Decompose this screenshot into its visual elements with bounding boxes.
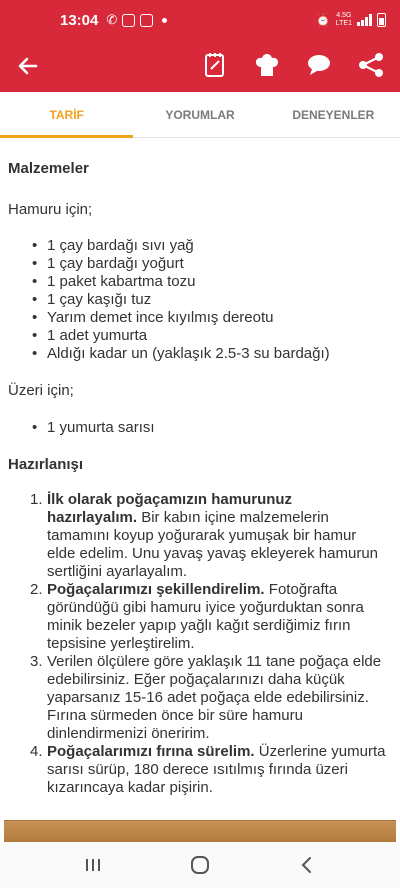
- step-number: 4.: [30, 743, 43, 760]
- topping-ingredients-list: [8, 419, 155, 437]
- list-item: • 1 yumurta sarısı: [8, 419, 155, 437]
- tab-recipe[interactable]: TARİF: [0, 92, 133, 137]
- list-item: • Yarım demet ince kıyılmış dereotu: [8, 309, 330, 327]
- step-title: Poğaçalarımızı şekillendirelim.: [47, 581, 265, 598]
- gallery-icon: [122, 14, 135, 27]
- tab-comments[interactable]: YORUMLAR: [165, 108, 235, 122]
- step-item: [8, 491, 386, 581]
- step-text: Fotoğrafta göründüğü gibi hamuru iyice yoğurduktan sonra minik bezeler yapıp yağlı kağıt serdiğimiz fırın tepsisine yerleştirelim.: [47, 581, 364, 652]
- list-item: • 1 çay kaşığı tuz: [8, 291, 330, 309]
- app-bar-actions: [200, 50, 386, 80]
- step-number: 1.: [30, 491, 43, 508]
- step-item: [8, 581, 386, 653]
- share-icon[interactable]: [356, 50, 386, 80]
- step-number: 3.: [30, 653, 43, 670]
- preparation-steps: [8, 491, 386, 797]
- whatsapp-icon: ✆: [106, 12, 118, 27]
- ingredients-heading: Malzemeler: [8, 160, 89, 177]
- tab-tried[interactable]: DENEYENLER: [292, 108, 375, 122]
- chat-bubble-icon[interactable]: [304, 50, 334, 80]
- recipe-photo[interactable]: [4, 820, 396, 842]
- app-notification-icon: [140, 14, 153, 27]
- list-item: • 1 çay bardağı sıvı yağ: [8, 237, 330, 255]
- dough-label: Hamuru için;: [8, 201, 93, 218]
- preparation-heading: Hazırlanışı: [8, 456, 84, 473]
- step-title: İlk olarak poğaçamızın hamurunuz hazırlayalım.: [47, 491, 293, 526]
- nav-back-icon[interactable]: [287, 850, 327, 880]
- more-notifications-icon: [162, 18, 167, 23]
- battery-icon: [377, 13, 386, 27]
- alarm-icon: ⏰: [315, 13, 331, 27]
- list-item: • Aldığı kadar un (yaklaşık 2.5-3 su bardağı): [8, 345, 330, 363]
- tab-bar: [0, 92, 400, 138]
- step-item: [8, 743, 386, 797]
- note-icon[interactable]: [200, 50, 230, 80]
- system-nav-bar: [0, 842, 400, 888]
- recipe-content[interactable]: [0, 138, 400, 818]
- chef-hat-icon[interactable]: [252, 50, 282, 80]
- network-sub: LTE1: [335, 20, 352, 27]
- network-indicator: [336, 12, 352, 28]
- dough-ingredients-list: [8, 237, 330, 363]
- list-item: • 1 paket kabartma tozu: [8, 273, 330, 291]
- status-time: 13:04: [60, 11, 99, 29]
- back-arrow-icon[interactable]: [14, 52, 42, 80]
- status-bar: [0, 0, 400, 40]
- step-text: Üzerlerine yumurta sarısı sürüp, 180 derece ısıtılmış fırında üzeri kızarıncaya kadar pişirin.: [47, 743, 386, 796]
- list-item: • 1 çay bardağı yoğurt: [8, 255, 330, 273]
- signal-icon: [357, 14, 372, 26]
- recent-apps-icon[interactable]: [73, 850, 113, 880]
- system-icons: [316, 12, 386, 28]
- app-bar: [0, 40, 400, 92]
- step-item: [8, 653, 386, 743]
- step-title: Poğaçalarımızı fırına sürelim.: [47, 743, 255, 760]
- step-text: Verilen ölçülere göre yaklaşık 11 tane poğaça elde edebilirsiniz. Eğer poğaçalarınızı daha küçük yaparsanız 15-16 adet poğaça elde edebilirsiniz. Fırına sürmeden önce bir süre hamuru dinlendirmenizi öneririm.: [47, 653, 382, 742]
- step-number: 2.: [30, 581, 43, 598]
- home-icon[interactable]: [180, 850, 220, 880]
- topping-label: Üzeri için;: [8, 382, 74, 399]
- step-text: Bir kabın içine malzemelerin tamamını koyup yoğurarak yumuşak bir hamur elde edelim. Unu yavaş yavaş ekleyerek hamurun sertliğini ayarlayalım.: [47, 509, 379, 580]
- notification-icons: [106, 12, 167, 28]
- network-type: 4.5G: [336, 12, 352, 19]
- list-item: • 1 adet yumurta: [8, 327, 330, 345]
